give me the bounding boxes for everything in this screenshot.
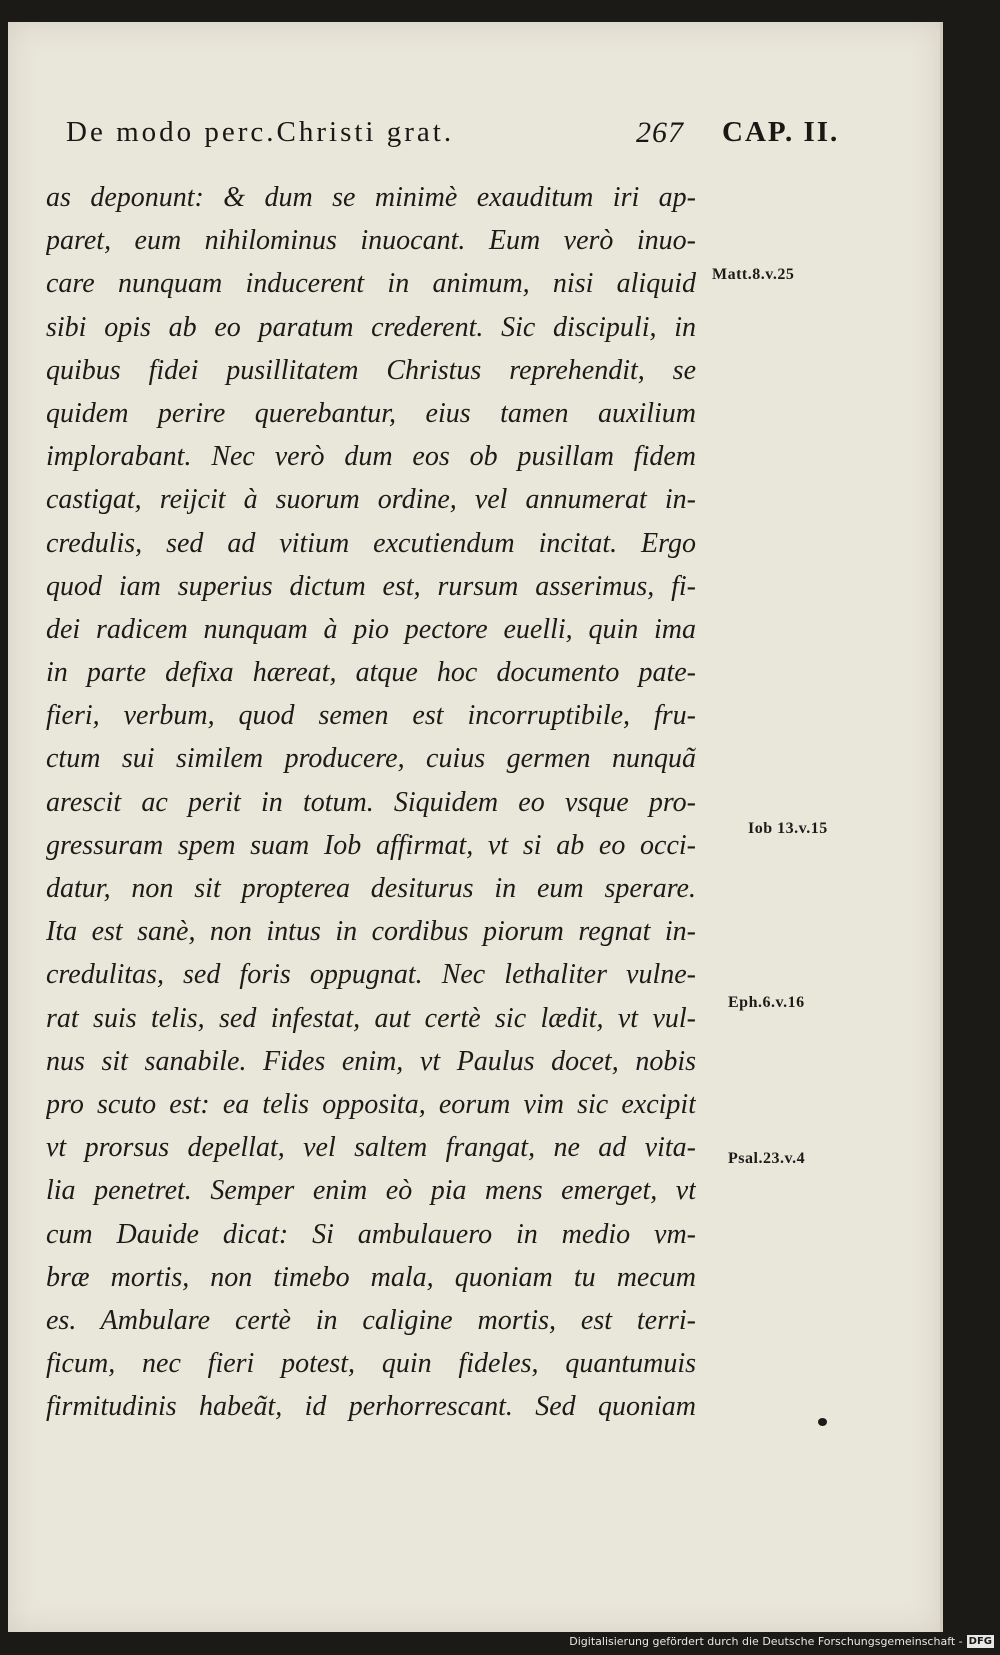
text-line: quod iam superius dictum est, rursum asserimus, fi-: [46, 570, 696, 602]
running-title: De modo perc.Christi grat.: [66, 116, 455, 148]
text-line: es. Ambulare certè in caligine mortis, est terri-: [46, 1304, 696, 1336]
text-line: dei radicem nunquam à pio pectore euelli, quin ima: [46, 613, 696, 645]
text-line: arescit ac perit in totum. Siquidem eo vsque pro-: [46, 786, 696, 818]
text-line: care nunquam inducerent in animum, nisi aliquid: [46, 268, 696, 300]
footer-credit: Digitalisierung gefördert durch die Deutsche Forschungsgemeinschaft -: [569, 1634, 963, 1648]
text-line: Ita est sanè, non intus in cordibus piorum regnat in-: [46, 916, 696, 948]
text-line: pro scuto est: ea telis opposita, eorum vim sic excipit: [46, 1088, 696, 1120]
text-line: credulis, sed ad vitium excutiendum incitat. Ergo: [46, 527, 696, 559]
text-line: as deponunt: & dum se minimè exauditum iri ap-: [46, 182, 696, 213]
text-line: paret, eum nihilominus inuocant. Eum verò inuo-: [46, 225, 696, 257]
dfg-logo-icon: DFG: [968, 1635, 992, 1647]
text-line: ctum sui similem producere, cuius germen nunquã: [46, 743, 696, 775]
text-line: gressuram spem suam Iob affirmat, vt si ab eo occi-: [46, 829, 696, 861]
body-text: [46, 176, 696, 1428]
text-line: cum Dauide dicat: Si ambulauero in medio vm-: [46, 1218, 696, 1250]
text-line: datur, non sit propterea desiturus in eum sperare.: [46, 873, 696, 904]
text-line: credulitas, sed foris oppugnat. Nec lethaliter vulne-: [46, 959, 696, 991]
text-line: castigat, reijcit à suorum ordine, vel annumerat in-: [46, 484, 696, 516]
text-line: vt prorsus depellat, vel saltem frangat, ne ad vita-: [46, 1132, 696, 1164]
text-line: rat suis telis, sed infestat, aut certè sic lædit, vt vul-: [46, 1002, 696, 1034]
text-line: fieri, verbum, quod semen est incorruptibile, fru-: [46, 700, 696, 732]
text-line: sibi opis ab eo paratum crederent. Sic discipuli, in: [46, 311, 696, 343]
margin-note-psalms: Psal.23.v.4: [728, 1150, 806, 1167]
ink-speck: [818, 1418, 827, 1426]
text-line: implorabant. Nec verò dum eos ob pusillam fidem: [46, 441, 696, 473]
margin-note-matthew: Matt.8.v.25: [712, 266, 795, 283]
text-line: nus sit sanabile. Fides enim, vt Paulus docet, nobis: [46, 1045, 696, 1077]
margin-note-ephesians: Eph.6.v.16: [728, 994, 805, 1011]
text-line: ficum, nec fieri potest, quin fideles, quantumuis: [46, 1348, 696, 1380]
text-line: lia penetret. Semper enim eò pia mens emerget, vt: [46, 1175, 696, 1207]
running-header: [66, 116, 846, 172]
text-line: bræ mortis, non timebo mala, quoniam tu mecum: [46, 1261, 696, 1293]
text-line: quibus fidei pusillitatem Christus reprehendit, se: [46, 354, 696, 386]
digitization-footer: [569, 1631, 994, 1651]
text-line: quidem perire querebantur, eius tamen auxilium: [46, 397, 696, 429]
text-line: firmitudinis habeãt, id perhorrescant. Sed quoniam: [46, 1391, 696, 1423]
margin-note-job: Iob 13.v.15: [748, 820, 828, 837]
chapter-label: CAP. II.: [722, 116, 840, 148]
page-number: 267: [636, 116, 684, 149]
text-line: in parte defixa hæreat, atque hoc documento pate-: [46, 657, 696, 689]
